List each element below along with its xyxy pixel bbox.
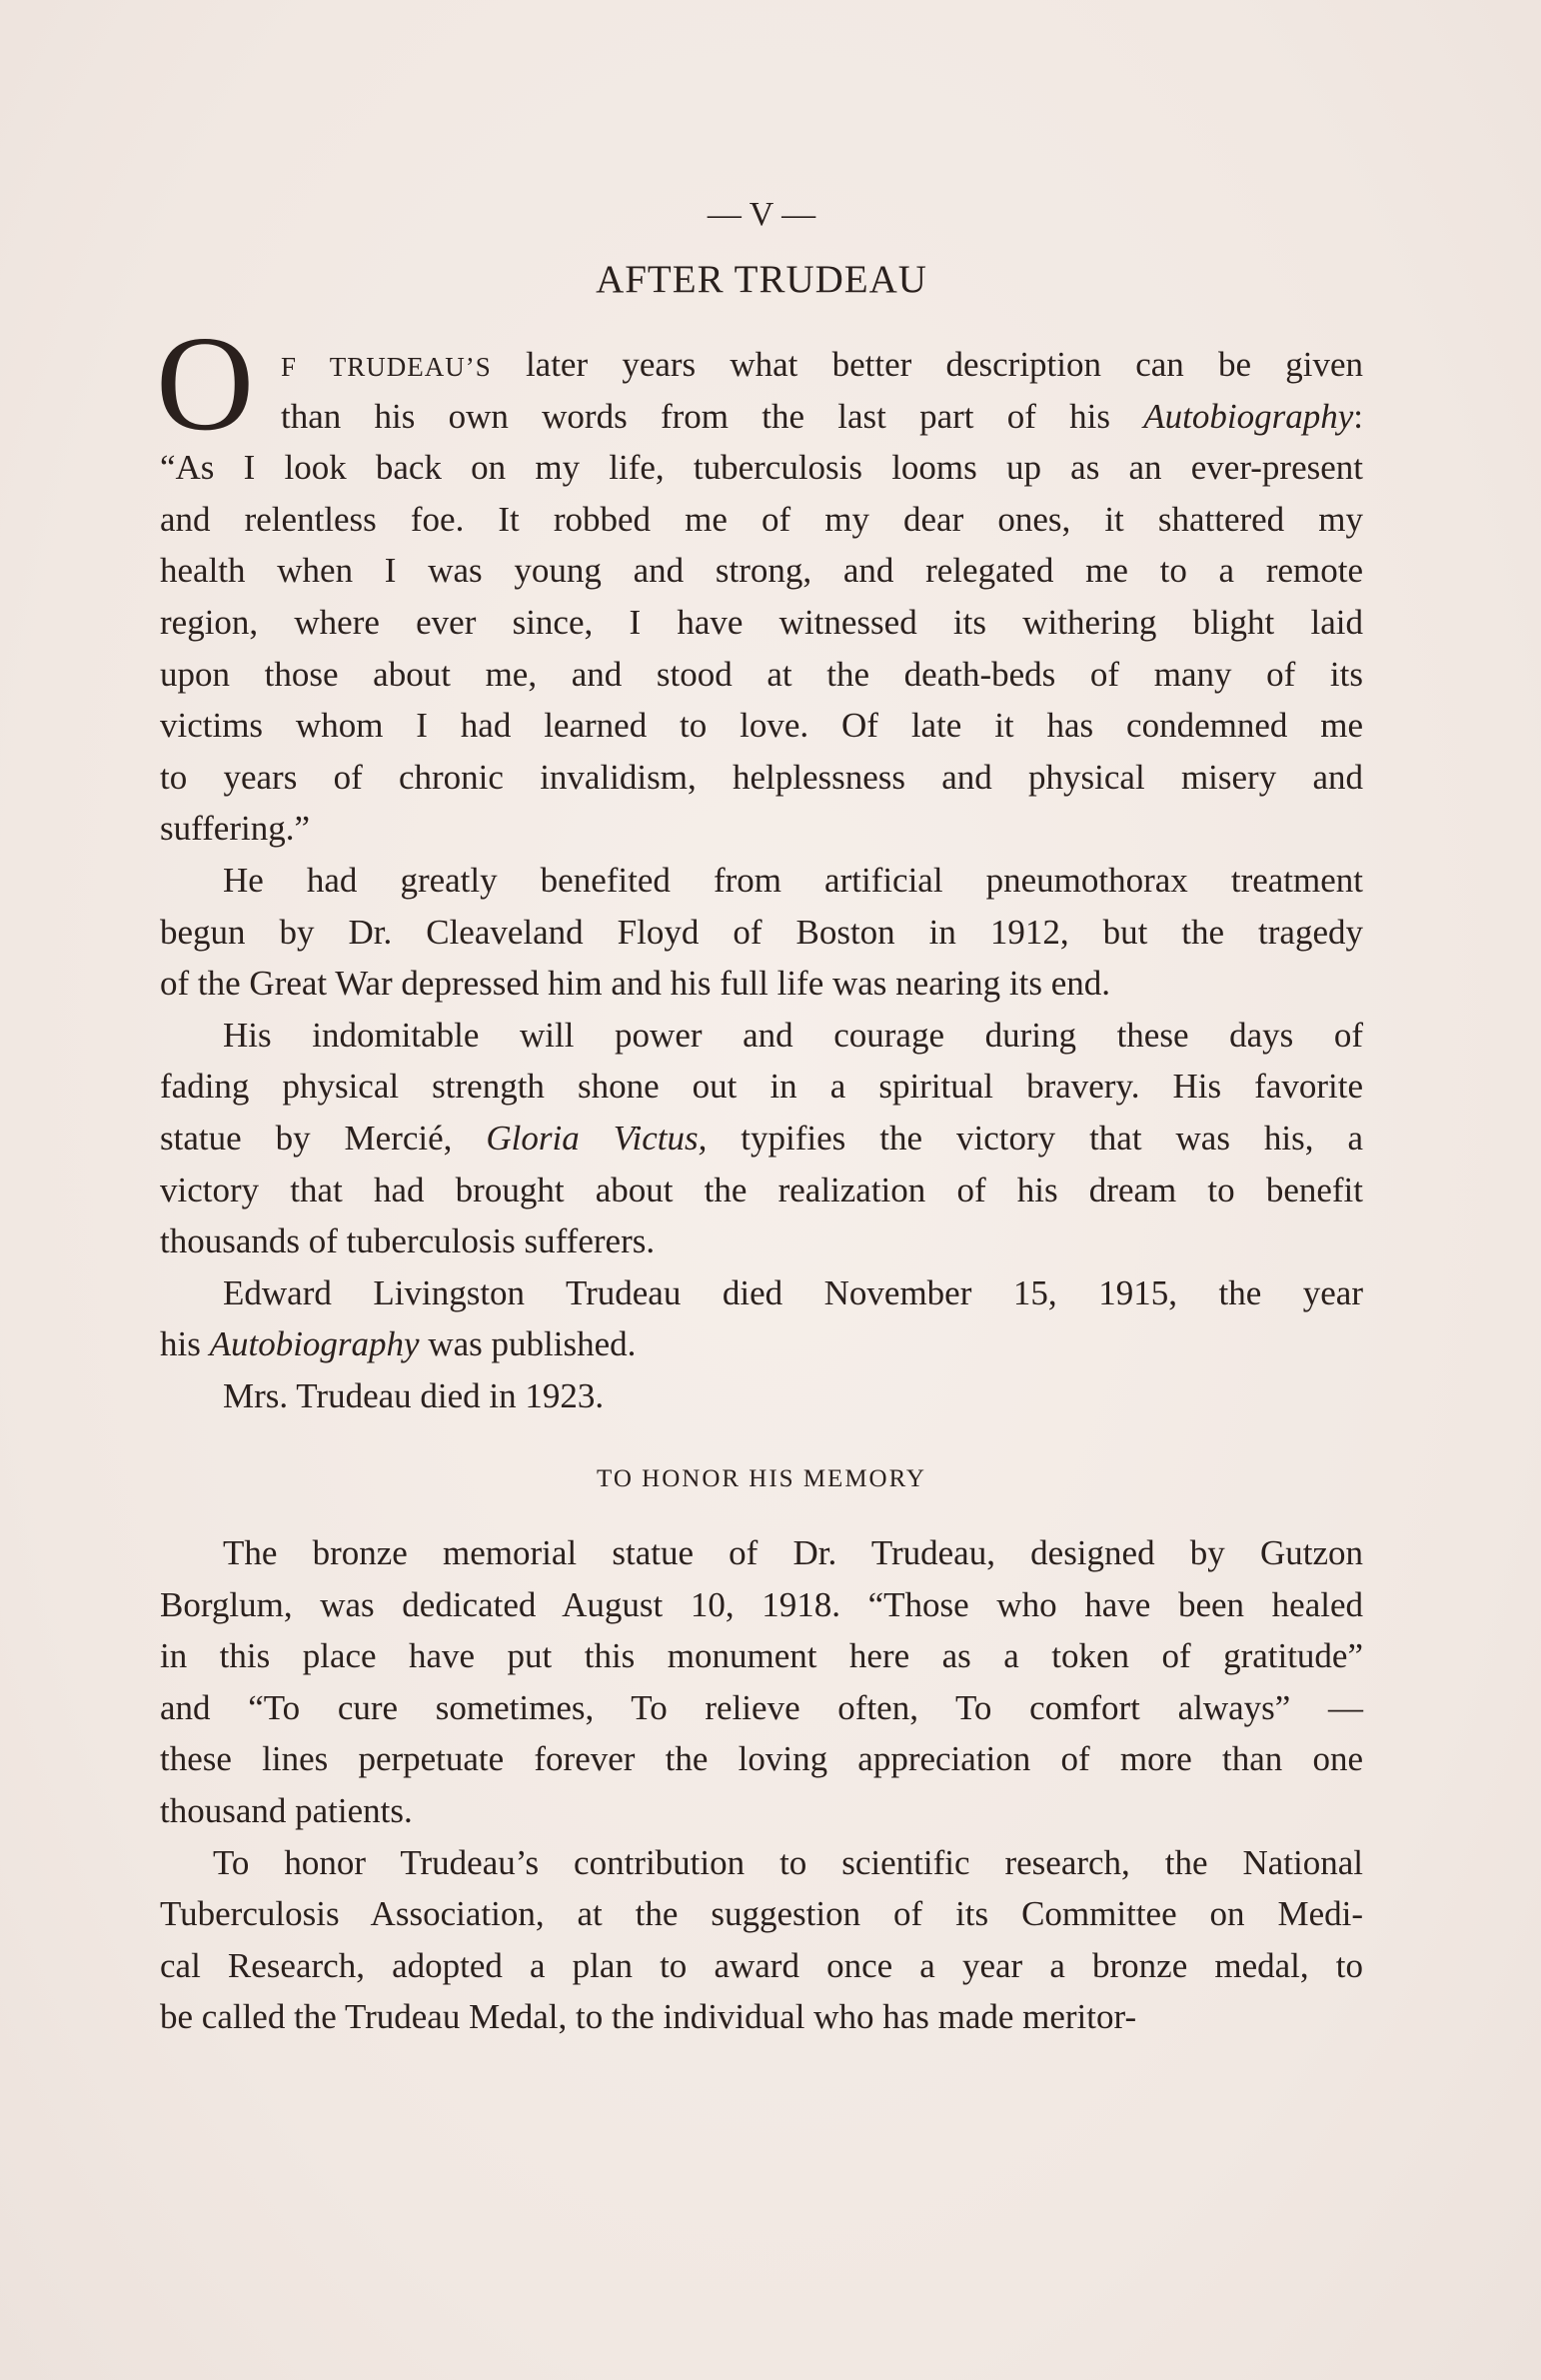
text-run: in this place have put this monument here as a token of gratitude” <box>160 1636 1363 1676</box>
italic-text: Autobiography <box>209 1324 420 1364</box>
italic-text: Gloria Victus, <box>486 1118 708 1158</box>
text-line <box>160 752 1363 804</box>
text-run: He had greatly benefited from artificial pneumothorax treatment <box>223 860 1363 900</box>
text-run: : <box>1353 396 1363 436</box>
text-line <box>160 1318 1363 1370</box>
text-line <box>160 1630 1363 1682</box>
text-run: statue by Mercié, <box>160 1118 487 1158</box>
text-line <box>160 545 1363 597</box>
text-line <box>160 391 1363 443</box>
text-line <box>160 597 1363 649</box>
text-line <box>160 1527 1363 1579</box>
text-line <box>160 1113 1363 1165</box>
italic-text: Autobiography <box>1143 396 1354 436</box>
text-line <box>160 1370 1363 1422</box>
text-line <box>160 442 1363 494</box>
paragraph <box>160 1527 1363 1837</box>
text-run: later years what better description can be given <box>491 345 1363 384</box>
text-line <box>160 1165 1363 1216</box>
text-line <box>160 1837 1363 1889</box>
chapter-title: AFTER TRUDEAU <box>596 258 927 301</box>
text-run: “As I look back on my life, tuberculosis looms up as an ever-present <box>160 448 1363 488</box>
text-line <box>160 339 1363 391</box>
text-run: and “To cure sometimes, To relieve often, To comfort always” — <box>160 1687 1363 1727</box>
text-line <box>160 1733 1363 1785</box>
paragraph <box>160 1837 1363 2043</box>
text-run: thousand patients. <box>160 1790 413 1830</box>
body-section-2 <box>160 1527 1363 2043</box>
small-caps-text: F TRUDEAU’S <box>281 352 492 382</box>
text-line <box>160 1010 1363 1062</box>
text-run: To honor Trudeau’s contribution to scientific research, the National <box>213 1842 1363 1882</box>
text-line <box>160 1682 1363 1734</box>
text-line <box>160 1061 1363 1113</box>
text-run: region, where ever since, I have witnessed its withering blight laid <box>160 602 1363 642</box>
text-line <box>160 700 1363 752</box>
text-run: his <box>160 1324 210 1364</box>
text-run: Edward Livingston Trudeau died November 15, 1915, the year <box>223 1272 1363 1312</box>
text-run: than his own words from the last part of his <box>281 396 1144 436</box>
text-run: upon those about me, and stood at the death-beds of many of its <box>160 654 1363 694</box>
text-run: be called the Trudeau Medal, to the individual who has made meritor- <box>160 1997 1137 2037</box>
paragraph <box>160 1370 1363 1422</box>
text-run: and relentless foe. It robbed me of my dear ones, it shattered my <box>160 499 1363 539</box>
text-run: cal Research, adopted a plan to award once a year a bronze medal, to <box>160 1945 1363 1985</box>
section-heading: TO HONOR HIS MEMORY <box>597 1465 926 1492</box>
text-run: The bronze memorial statue of Dr. Trudeau, designed by Gutzon <box>223 1533 1363 1572</box>
text-run: His indomitable will power and courage during these days of <box>223 1015 1363 1055</box>
drop-cap: O <box>156 309 255 459</box>
text-run: typifies the victory that was his, a <box>707 1118 1363 1158</box>
text-run: to years of chronic invalidism, helplessness and physical misery and <box>160 757 1363 797</box>
text-line <box>160 1991 1363 2043</box>
text-line <box>160 494 1363 546</box>
text-run: victims whom I had learned to love. Of late it has condemned me <box>160 706 1363 746</box>
text-run: begun by Dr. Cleaveland Floyd of Boston in 1912, but the tragedy <box>160 912 1363 952</box>
body-section-1 <box>160 339 1363 1421</box>
text-run: victory that had brought about the realization of his dream to benefit <box>160 1170 1363 1209</box>
text-line <box>160 1888 1363 1940</box>
text-line <box>160 649 1363 701</box>
text-run: thousands of tuberculosis sufferers. <box>160 1221 656 1261</box>
text-line <box>160 803 1363 855</box>
text-line <box>160 958 1363 1010</box>
text-line <box>160 1267 1363 1319</box>
text-line <box>160 1215 1363 1267</box>
paragraph <box>160 1010 1363 1267</box>
text-run: Borglum, was dedicated August 10, 1918. “Those who have been healed <box>160 1584 1363 1624</box>
text-run: Mrs. Trudeau died in 1923. <box>223 1375 605 1415</box>
text-run: fading physical strength shone out in a spiritual bravery. His favorite <box>160 1067 1363 1107</box>
text-line <box>160 1579 1363 1631</box>
text-line <box>160 1785 1363 1837</box>
text-line <box>160 1940 1363 1992</box>
text-run: suffering.” <box>160 809 310 849</box>
paragraph <box>160 339 1363 855</box>
text-run: was published. <box>419 1324 637 1364</box>
chapter-numeral: — V — <box>707 196 816 233</box>
text-run: of the Great War depressed him and his full life was nearing its end. <box>160 964 1110 1004</box>
paragraph <box>160 1267 1363 1370</box>
text-line <box>160 855 1363 907</box>
text-run: Tuberculosis Association, at the suggestion of its Committee on Medi- <box>160 1894 1363 1934</box>
paragraph <box>160 855 1363 1010</box>
text-run: these lines perpetuate forever the loving appreciation of more than one <box>160 1739 1363 1779</box>
text-line <box>160 907 1363 959</box>
text-run: health when I was young and strong, and relegated me to a remote <box>160 551 1363 591</box>
